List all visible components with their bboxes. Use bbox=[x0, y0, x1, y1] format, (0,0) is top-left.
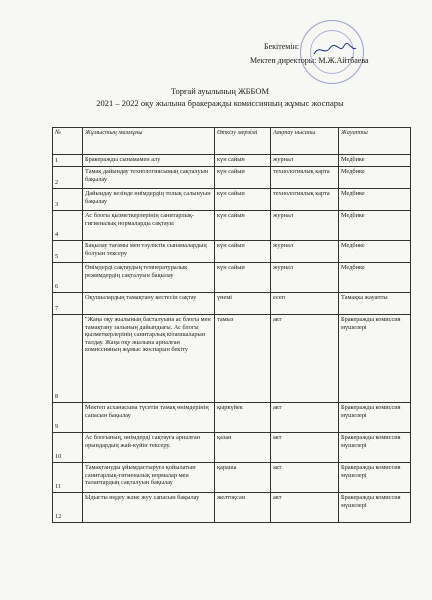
row-content: Оқушылардың тамақтану кестесін сақтау bbox=[83, 293, 215, 315]
row-time: күн сайын bbox=[215, 241, 271, 263]
work-plan-table bbox=[52, 127, 411, 523]
row-number: 8 bbox=[53, 315, 83, 403]
row-number: 5 bbox=[53, 241, 83, 263]
approved-label: Бекітемін: bbox=[264, 42, 300, 51]
row-content: Бақылау тағамы мен тәуліктік сынамалардың болуын тексеру bbox=[83, 241, 215, 263]
table-row bbox=[53, 167, 411, 189]
table-row bbox=[53, 493, 411, 523]
row-content: Тамақ дайындау технологиясының сақталуын бақылау bbox=[83, 167, 215, 189]
table-row bbox=[53, 403, 411, 433]
table-row bbox=[53, 211, 411, 241]
row-content: Ыдысты өңдеу және жуу сапасын бақылау bbox=[83, 493, 215, 523]
row-content: Өнімдерді сақтаудың температуралық режимдердің сақталуын бақылау bbox=[83, 263, 215, 293]
row-responsible: Бракеражды комиссия мүшелері bbox=[339, 403, 411, 433]
row-number: 12 bbox=[53, 493, 83, 523]
row-number: 3 bbox=[53, 189, 83, 211]
school-name: Торғай ауылының ЖББОМ bbox=[170, 86, 270, 96]
table-row bbox=[53, 189, 411, 211]
row-content: Бракеражды сынамамен алу bbox=[83, 155, 215, 167]
table-header-row bbox=[53, 128, 411, 155]
row-time: күн сайын bbox=[215, 167, 271, 189]
row-form: технологиялық карта bbox=[271, 167, 339, 189]
row-responsible: Бракеражды комиссия мүшелері bbox=[339, 463, 411, 493]
row-time: үнемі bbox=[215, 293, 271, 315]
row-form: есеп bbox=[271, 293, 339, 315]
row-responsible: Медбике bbox=[339, 167, 411, 189]
row-number: 6 bbox=[53, 263, 83, 293]
row-time: күн сайын bbox=[215, 189, 271, 211]
row-form: журнал bbox=[271, 263, 339, 293]
row-responsible: Тамақка жауапты bbox=[339, 293, 411, 315]
table-row bbox=[53, 263, 411, 293]
row-form: акт bbox=[271, 403, 339, 433]
row-number: 11 bbox=[53, 463, 83, 493]
row-number: 7 bbox=[53, 293, 83, 315]
row-form: акт bbox=[271, 463, 339, 493]
row-form: журнал bbox=[271, 211, 339, 241]
row-number: 10 bbox=[53, 433, 83, 463]
row-time: күн сайын bbox=[215, 263, 271, 293]
row-responsible: Медбике bbox=[339, 155, 411, 167]
row-form: акт bbox=[271, 433, 339, 463]
table-row bbox=[53, 433, 411, 463]
row-number: 2 bbox=[53, 167, 83, 189]
header-form: Аяқтау нысаны bbox=[271, 128, 339, 155]
row-content: Ас блогы қызметкерлерінің санитарлық-гигиеналық нормаларды сақтауы bbox=[83, 211, 215, 241]
row-responsible: Бракеражды комиссия мүшелері bbox=[339, 433, 411, 463]
plan-title: 2021 – 2022 оқу жылына бракеражды комиссияның жұмыс жоспары bbox=[96, 98, 344, 108]
row-time: қараша bbox=[215, 463, 271, 493]
row-content: Ас блогының, өнімдерді сақтауға арналған орындардың жай-күйін тексеру. bbox=[83, 433, 215, 463]
table-row bbox=[53, 241, 411, 263]
approval-block bbox=[250, 40, 430, 68]
table-row bbox=[53, 463, 411, 493]
row-responsible: Медбике bbox=[339, 263, 411, 293]
table-row bbox=[53, 293, 411, 315]
row-number: 9 bbox=[53, 403, 83, 433]
row-form: журнал bbox=[271, 155, 339, 167]
row-responsible: Медбике bbox=[339, 241, 411, 263]
table-row bbox=[53, 155, 411, 167]
row-form: акт bbox=[271, 493, 339, 523]
header-time: Өткізу мерзімі bbox=[215, 128, 271, 155]
row-time: күн сайын bbox=[215, 155, 271, 167]
row-form: журнал bbox=[271, 241, 339, 263]
document-heading bbox=[40, 85, 400, 109]
row-content: Мектеп асханасына түсетін тамақ өнімдерінің сапасын бақылау bbox=[83, 403, 215, 433]
row-number: 1 bbox=[53, 155, 83, 167]
director-line: Мектеп директоры: М.Ж.Айтбаева bbox=[250, 56, 369, 65]
header-content: Жұмыстың мазмұны bbox=[83, 128, 215, 155]
row-time: күн сайын bbox=[215, 211, 271, 241]
row-number: 4 bbox=[53, 211, 83, 241]
table-row bbox=[53, 315, 411, 403]
row-form: технологиялық карта bbox=[271, 189, 339, 211]
header-responsible: Жауапты bbox=[339, 128, 411, 155]
row-content: Тамақтануды ұйымдастыруға қойылатын санитарлық-гигиеналық нормалар мен талаптардың сақталуын бақылау bbox=[83, 463, 215, 493]
row-time: желтоқсан bbox=[215, 493, 271, 523]
row-responsible: Медбике bbox=[339, 211, 411, 241]
row-responsible: Медбике bbox=[339, 189, 411, 211]
row-time: тамыз bbox=[215, 315, 271, 403]
row-responsible: Бракеражды комиссия мүшелері bbox=[339, 315, 411, 403]
table-body bbox=[53, 155, 411, 523]
row-time: қазан bbox=[215, 433, 271, 463]
row-content: "Жаңа оқу жылының басталуына ас блогы мен тамақтану залының дайындығы. Ас блогы қызметкерлерінің санитарлық кітапшаларын талдау. Жаңа оқу жылына арналған комиссияның жұмыс жоспарын бекіту bbox=[83, 315, 215, 403]
row-time: қыркүйек bbox=[215, 403, 271, 433]
row-responsible: Бракеражды комиссия мүшелері bbox=[339, 493, 411, 523]
row-content: Дайындау кезінде өнімдердің толық салынуын бақылау bbox=[83, 189, 215, 211]
row-form: акт bbox=[271, 315, 339, 403]
header-number: № bbox=[53, 128, 83, 155]
